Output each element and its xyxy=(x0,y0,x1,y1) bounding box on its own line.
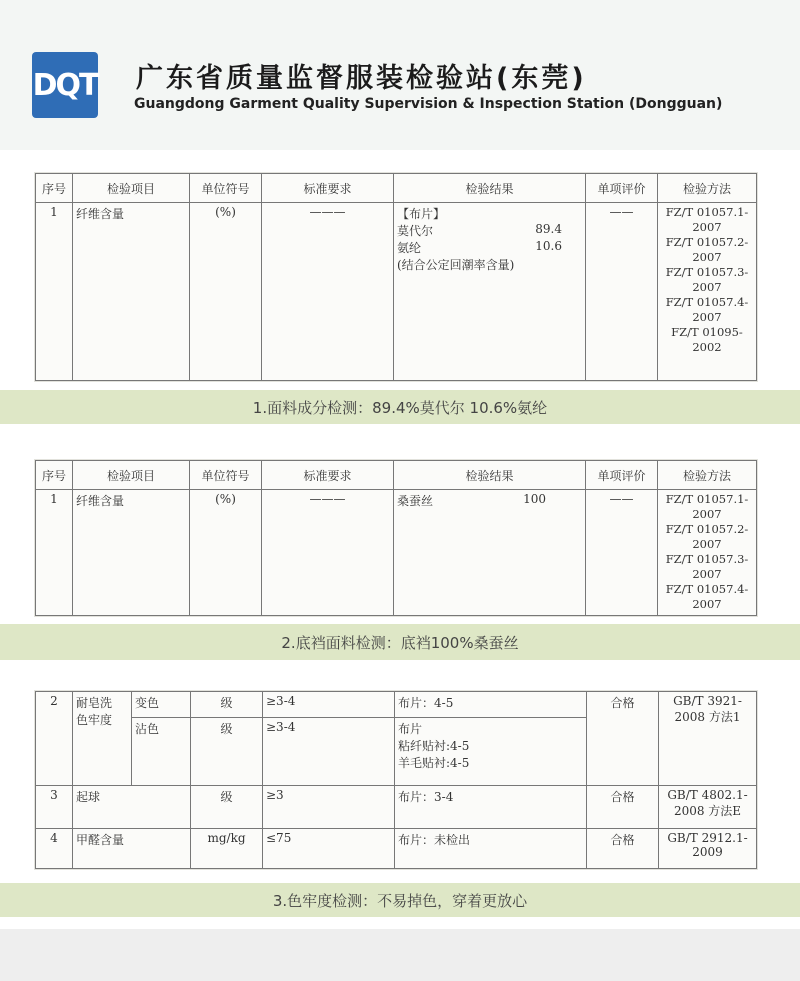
col-unit: 单位符号 xyxy=(190,174,262,203)
row-3-result: 布片：3-4 xyxy=(395,785,587,828)
row-evaluation: —— xyxy=(586,490,658,616)
row-method: FZ/T 01057.1- 2007 FZ/T 01057.2- 2007 FZ/T 01057.3- 2007 FZ/T 01057.4- 2007 FZ/T 01095- 2002 xyxy=(658,203,757,381)
row-4-no: 4 xyxy=(36,829,73,869)
report-scan-2 xyxy=(34,459,758,617)
result-title: 【布片】 xyxy=(397,207,446,221)
col-method: 检验方法 xyxy=(658,461,757,490)
row-2b-sub: 沾色 xyxy=(132,718,191,785)
row-2-no: 2 xyxy=(36,692,73,786)
row-4-item: 甲醛含量 xyxy=(73,829,191,869)
row-unit: (%) xyxy=(190,490,262,616)
result-line-1-label: 莫代尔 xyxy=(397,224,434,238)
dqt-logo: DQT xyxy=(32,52,98,118)
col-method: 检验方法 xyxy=(658,174,757,203)
result-line-1 xyxy=(397,222,582,239)
row-2a-sub: 变色 xyxy=(132,692,191,718)
result-line-1 xyxy=(397,492,582,509)
station-title-zh: 广东省质量监督服装检验站(东莞) xyxy=(136,63,587,94)
bottom-strip xyxy=(0,929,800,981)
caption-band-2: 2.底裆面料检测：底裆100%桑蚕丝 xyxy=(0,624,800,660)
row-2b-result: 布片 粘纤贴衬:4-5 羊毛贴衬:4-5 xyxy=(395,718,587,785)
col-item: 检验项目 xyxy=(73,174,190,203)
row-4-result: 布片：未检出 xyxy=(395,829,587,869)
row-no: 1 xyxy=(36,490,73,616)
row-3-evaluation: 合格 xyxy=(587,785,659,828)
result-line-2 xyxy=(397,239,582,256)
row-3-method: GB/T 4802.1- 2008 方法E xyxy=(659,785,757,828)
row-2b-unit: 级 xyxy=(191,718,263,785)
row-3-unit: 级 xyxy=(191,785,263,828)
col-item: 检验项目 xyxy=(73,461,190,490)
row-evaluation: —— xyxy=(586,203,658,381)
result-line-2-value: 10.6 xyxy=(535,239,562,253)
report-scan-3 xyxy=(34,690,758,870)
report-table-1 xyxy=(35,173,757,381)
result-line-1-value: 89.4 xyxy=(535,222,562,236)
col-standard: 标准要求 xyxy=(262,461,394,490)
report-scan-1 xyxy=(34,172,758,382)
row-2b-standard: ≥3-4 xyxy=(263,718,395,785)
caption-band-3: 3.色牢度检测：不易掉色，穿着更放心 xyxy=(0,883,800,917)
row-standard: ——— xyxy=(262,203,394,381)
row-3-no: 3 xyxy=(36,785,73,828)
col-no: 序号 xyxy=(36,461,73,490)
row-2a-unit: 级 xyxy=(191,692,263,718)
row-3-item: 起球 xyxy=(73,785,191,828)
row-4-standard: ≤75 xyxy=(263,829,395,869)
col-result: 检验结果 xyxy=(394,461,586,490)
row-no: 1 xyxy=(36,203,73,381)
col-unit: 单位符号 xyxy=(190,461,262,490)
row-2-evaluation: 合格 xyxy=(587,692,659,786)
col-evaluation: 单项评价 xyxy=(586,174,658,203)
row-2a-result: 布片：4-5 xyxy=(395,692,587,718)
row-item: 纤维含量 xyxy=(73,490,190,616)
col-evaluation: 单项评价 xyxy=(586,461,658,490)
result-line-2-label: 氨纶 xyxy=(397,241,422,255)
caption-band-1: 1.面料成分检测：89.4%莫代尔 10.6%氨纶 xyxy=(0,390,800,424)
report-table-2 xyxy=(35,460,757,616)
col-result: 检验结果 xyxy=(394,174,586,203)
row-standard: ——— xyxy=(262,490,394,616)
col-no: 序号 xyxy=(36,174,73,203)
result-note: (结合公定回潮率含量) xyxy=(397,258,515,272)
result-line-1-label: 桑蚕丝 xyxy=(397,494,434,508)
header-banner xyxy=(0,0,800,150)
row-3-standard: ≥3 xyxy=(263,785,395,828)
row-item: 纤维含量 xyxy=(73,203,190,381)
row-4-method: GB/T 2912.1- 2009 xyxy=(659,829,757,869)
row-2-item: 耐皂洗 色牢度 xyxy=(73,692,132,786)
row-2a-standard: ≥3-4 xyxy=(263,692,395,718)
row-4-evaluation: 合格 xyxy=(587,829,659,869)
row-result xyxy=(394,203,586,381)
col-standard: 标准要求 xyxy=(262,174,394,203)
row-method: FZ/T 01057.1- 2007 FZ/T 01057.2- 2007 FZ/T 01057.3- 2007 FZ/T 01057.4- 2007 xyxy=(658,490,757,616)
row-2-method: GB/T 3921- 2008 方法1 xyxy=(659,692,757,786)
report-table-3 xyxy=(35,691,757,869)
row-4-unit: mg/kg xyxy=(191,829,263,869)
station-title-en: Guangdong Garment Quality Supervision & Inspection Station (Dongguan) xyxy=(134,96,723,112)
row-unit: (%) xyxy=(190,203,262,381)
row-result xyxy=(394,490,586,616)
result-line-1-value: 100 xyxy=(523,492,546,506)
